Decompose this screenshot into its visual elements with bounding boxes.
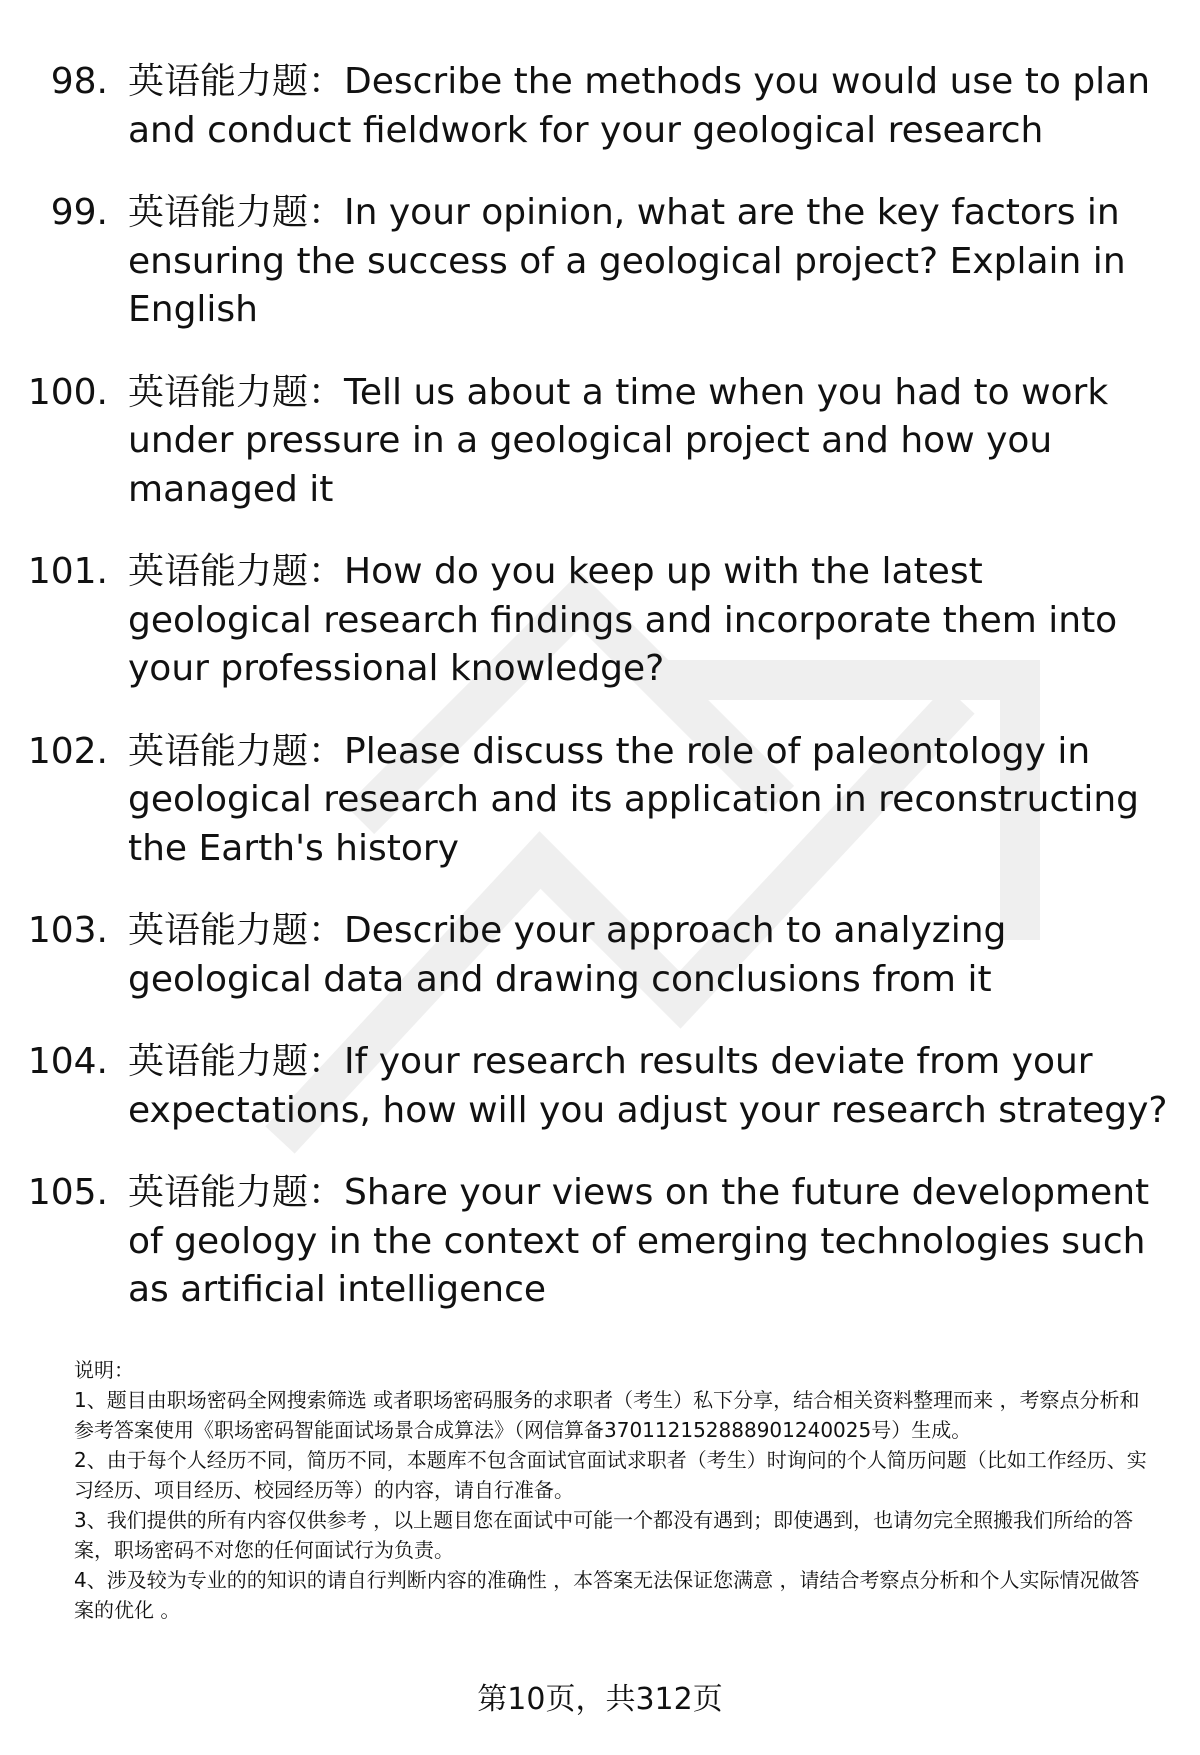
question-number: 98. <box>50 61 108 102</box>
note-item: 2、由于每个人经历不同，简历不同，本题库不包含面试官面试求职者（考生）时询问的个人简历问题（比如工作经历、实习经历、项目经历、校园经历等）的内容，请自行准备。 <box>74 1448 1147 1502</box>
question-item <box>0 548 1200 694</box>
question-number: 103. <box>27 910 108 951</box>
note-item: 4、涉及较为专业的的知识的请自行判断内容的准确性 ，本答案无法保证您满意 ，请结合考察点分析和个人实际情况做答案的优化 。 <box>74 1568 1140 1622</box>
question-item <box>0 189 1200 335</box>
notes-section <box>74 1355 1154 1625</box>
question-list <box>0 58 1200 1349</box>
question-number: 105. <box>27 1172 108 1213</box>
question-text: 英语能力题：Tell us about a time when you had to work under pressure in a geological project and how you managed it <box>128 371 1109 510</box>
question-text: 英语能力题：If your research results deviate from your expectations, how will you adjust your research strategy? <box>128 1041 1168 1131</box>
question-number: 102. <box>27 730 108 772</box>
question-text: 英语能力题：Share your views on the future development of geology in the context of emerging technologies such as artificial intelligence <box>128 1172 1150 1310</box>
question-number: 101. <box>27 551 108 592</box>
question-item <box>0 1038 1200 1135</box>
question-item <box>0 58 1200 155</box>
question-item <box>0 369 1200 515</box>
question-number: 104. <box>27 1041 108 1082</box>
question-item <box>0 907 1200 1004</box>
question-text: 英语能力题：Describe the methods you would use to plan and conduct fieldwork for your geological research <box>128 61 1151 151</box>
question-text: 英语能力题：In your opinion, what are the key factors in ensuring the success of a geological project? Explain in English <box>128 192 1126 330</box>
question-text: 英语能力题：How do you keep up with the latest geological research findings and incorporate them into your professional knowledge? <box>128 551 1118 689</box>
question-item <box>0 1169 1200 1315</box>
note-item: 1、题目由职场密码全网搜索筛选 或者职场密码服务的求职者（考生）私下分享，结合相关资料整理而来 ，考察点分析和参考答案使用《职场密码智能面试场景合成算法》（网信算备370112152888901240025号）生成。 <box>74 1388 1140 1442</box>
question-number: 99. <box>50 192 108 233</box>
notes-title: 说明： <box>74 1358 134 1382</box>
question-text: 英语能力题：Please discuss the role of paleontology in geological research and its application in reconstructing the Earth's history <box>128 730 1140 869</box>
question-number: 100. <box>27 371 108 413</box>
page-number: 第10页，共312页 <box>477 1682 723 1717</box>
question-item <box>0 728 1200 874</box>
note-item: 3、我们提供的所有内容仅供参考 ，以上题目您在面试中可能一个都没有遇到；即使遇到，也请勿完全照搬我们所给的答案，职场密码不对您的任何面试行为负责。 <box>74 1508 1134 1562</box>
question-text: 英语能力题：Describe your approach to analyzing geological data and drawing conclusions from it <box>128 910 1007 1000</box>
